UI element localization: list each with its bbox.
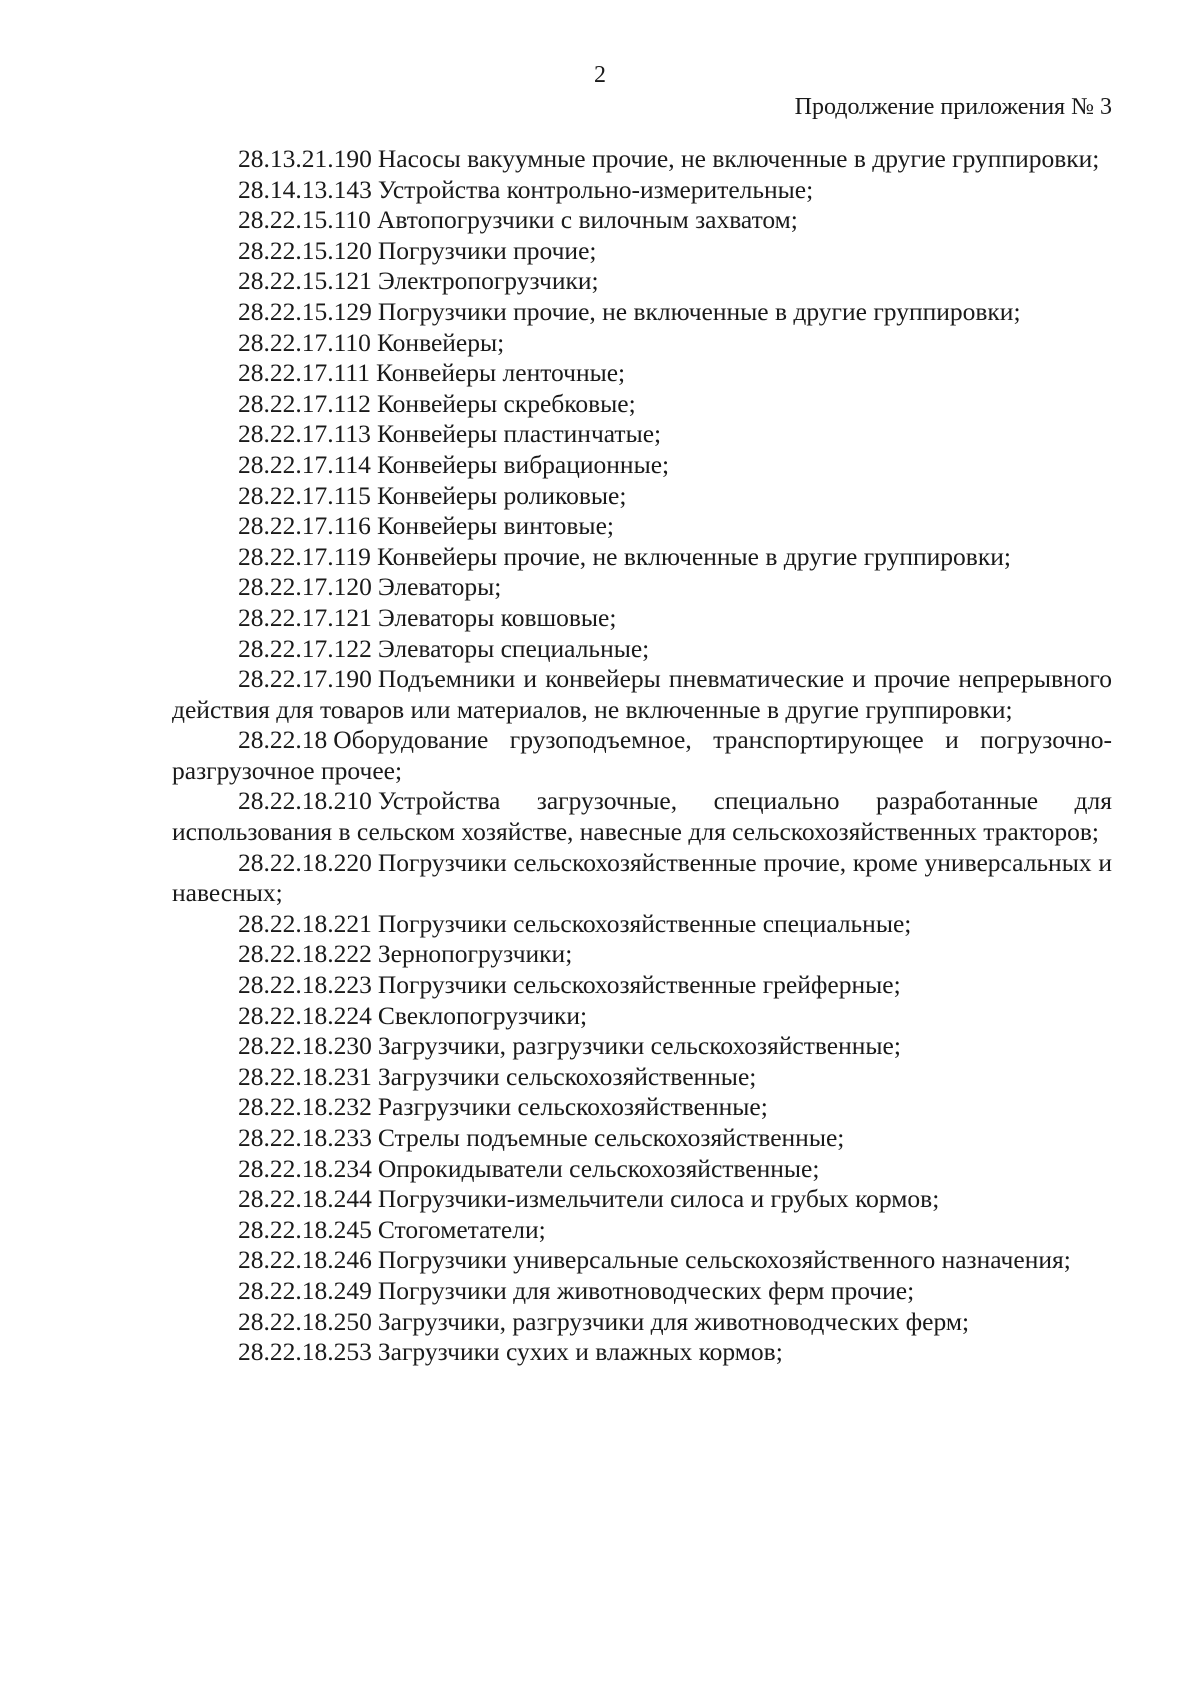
classifier-entry bbox=[172, 542, 1112, 573]
entry-description: Элеваторы; bbox=[377, 572, 502, 602]
classifier-entry bbox=[172, 786, 1112, 847]
classifier-entry bbox=[172, 909, 1112, 940]
entry-code: 28.22.15.121 bbox=[238, 266, 372, 296]
entry-description: Загрузчики сельскохозяйственные; bbox=[377, 1061, 757, 1091]
entry-code: 28.22.18 bbox=[238, 725, 328, 755]
classifier-entry bbox=[172, 664, 1112, 725]
classifier-entry bbox=[172, 603, 1112, 634]
entry-description: Конвейеры вибрационные; bbox=[376, 449, 670, 479]
entry-code: 28.22.18.210 bbox=[238, 786, 372, 816]
entry-description: Погрузчики сельскохозяйственные прочие, кроме универсальных и навесных; bbox=[172, 847, 1112, 908]
appendix-continuation-note: Продолжение приложения № 3 bbox=[794, 94, 1112, 120]
entry-description: Электропогрузчики; bbox=[377, 266, 599, 296]
entry-code: 28.22.18.233 bbox=[238, 1123, 372, 1152]
classifier-entry bbox=[172, 450, 1112, 481]
entry-code: 28.22.18.253 bbox=[238, 1337, 372, 1367]
entry-description: Погрузчики сельскохозяйственные грейферные; bbox=[377, 970, 901, 1000]
entry-description: Стогометатели; bbox=[377, 1214, 546, 1244]
entry-description: Опрокидыватели сельскохозяйственные; bbox=[377, 1153, 820, 1183]
entry-description: Зернопогрузчики; bbox=[377, 939, 573, 969]
entry-description: Конвейеры винтовые; bbox=[376, 511, 614, 541]
classifier-entry bbox=[172, 1337, 1112, 1368]
entry-code: 28.22.17.112 bbox=[238, 388, 371, 418]
entry-description: Конвейеры; bbox=[376, 327, 505, 357]
entry-code: 28.22.18.244 bbox=[238, 1184, 372, 1214]
entry-code: 28.22.18.245 bbox=[238, 1214, 372, 1244]
entry-description: Элеваторы ковшовые; bbox=[377, 602, 617, 632]
classifier-entry bbox=[172, 175, 1112, 206]
entry-description: Загрузчики, разгрузчики для животноводческих ферм; bbox=[377, 1306, 970, 1336]
classifier-entry bbox=[172, 1123, 1112, 1154]
entry-code: 28.22.15.129 bbox=[238, 296, 372, 326]
entry-code: 28.22.18.230 bbox=[238, 1031, 372, 1061]
entry-description: Устройства загрузочные, специально разработанные для использования в сельском хозяйстве, навесные для сельскохозяйственных тракторов; bbox=[172, 786, 1112, 847]
classifier-entry bbox=[172, 848, 1112, 909]
entry-code: 28.22.15.120 bbox=[238, 235, 372, 265]
entry-description: Конвейеры пластинчатые; bbox=[376, 419, 662, 449]
entry-code: 28.22.18.234 bbox=[238, 1153, 372, 1183]
classifier-entry bbox=[172, 939, 1112, 970]
entry-description: Стрелы подъемные сельскохозяйственные; bbox=[377, 1123, 845, 1152]
entry-code: 28.22.18.224 bbox=[238, 1000, 372, 1030]
classifier-entry bbox=[172, 328, 1112, 359]
classifier-entry bbox=[172, 236, 1112, 267]
classifier-entry bbox=[172, 358, 1112, 389]
entry-code: 28.22.17.190 bbox=[238, 664, 372, 694]
entry-description: Погрузчики-измельчители силоса и грубых кормов; bbox=[377, 1184, 940, 1214]
entry-code: 28.22.17.120 bbox=[238, 572, 372, 602]
classifier-entry bbox=[172, 1276, 1112, 1307]
classifier-entry bbox=[172, 970, 1112, 1001]
entry-code: 28.22.18.250 bbox=[238, 1306, 372, 1336]
classifier-entry bbox=[172, 1031, 1112, 1062]
entry-description: Погрузчики прочие; bbox=[377, 235, 597, 265]
classifier-entry bbox=[172, 205, 1112, 236]
classifier-entry bbox=[172, 725, 1112, 786]
classifier-entry bbox=[172, 481, 1112, 512]
entry-code: 28.22.17.122 bbox=[238, 633, 372, 663]
entry-code: 28.22.18.232 bbox=[238, 1092, 372, 1122]
entry-description: Загрузчики сухих и влажных кормов; bbox=[377, 1337, 783, 1367]
entry-description: Устройства контрольно-измерительные; bbox=[377, 174, 814, 204]
entry-code: 28.22.18.223 bbox=[238, 970, 372, 1000]
classifier-entry bbox=[172, 297, 1112, 328]
classifier-entry bbox=[172, 1184, 1112, 1215]
classifier-entry bbox=[172, 1215, 1112, 1246]
classifier-entry bbox=[172, 1001, 1112, 1032]
entry-description: Погрузчики универсальные сельскохозяйственного назначения; bbox=[377, 1245, 1071, 1275]
entry-code: 28.22.17.116 bbox=[238, 511, 371, 541]
classifier-entry bbox=[172, 511, 1112, 542]
entry-code: 28.22.17.110 bbox=[238, 327, 371, 357]
entry-description: Погрузчики сельскохозяйственные специальные; bbox=[377, 908, 912, 938]
entry-description: Конвейеры ленточные; bbox=[375, 358, 626, 388]
classifier-entry bbox=[172, 1245, 1112, 1276]
entry-code: 28.13.21.190 bbox=[238, 144, 372, 173]
entry-code: 28.22.18.249 bbox=[238, 1275, 372, 1305]
entry-description: Разгрузчики сельскохозяйственные; bbox=[377, 1092, 768, 1122]
entry-description: Автопогрузчики с вилочным захватом; bbox=[376, 205, 798, 235]
entry-description: Конвейеры роликовые; bbox=[376, 480, 627, 510]
entry-code: 28.22.18.231 bbox=[238, 1061, 372, 1091]
entry-code: 28.22.18.222 bbox=[238, 939, 372, 969]
entry-code: 28.22.17.115 bbox=[238, 480, 371, 510]
entry-code: 28.22.18.221 bbox=[238, 908, 372, 938]
classifier-entry bbox=[172, 1154, 1112, 1185]
classifier-entry bbox=[172, 572, 1112, 603]
entry-code: 28.22.17.114 bbox=[238, 449, 371, 479]
classifier-entry bbox=[172, 389, 1112, 420]
entry-description: Оборудование грузоподъемное, транспортирующее и погрузочно-разгрузочное прочее; bbox=[172, 725, 1112, 785]
classifier-entry bbox=[172, 144, 1112, 175]
entry-code: 28.22.18.246 bbox=[238, 1245, 372, 1275]
entry-description: Элеваторы специальные; bbox=[377, 633, 650, 663]
entry-code: 28.22.18.220 bbox=[238, 847, 372, 877]
entry-code: 28.22.15.110 bbox=[238, 205, 371, 235]
classifier-entry-list bbox=[172, 144, 1112, 1368]
entry-code: 28.14.13.143 bbox=[238, 174, 372, 204]
entry-description: Подъемники и конвейеры пневматические и прочие непрерывного действия для товаров или материалов, не включенные в другие группировки; bbox=[172, 664, 1112, 724]
entry-code: 28.22.17.111 bbox=[238, 358, 370, 388]
classifier-entry bbox=[172, 419, 1112, 450]
entry-description: Свеклопогрузчики; bbox=[377, 1000, 588, 1030]
page-number: 2 bbox=[594, 62, 606, 88]
entry-description: Конвейеры прочие, не включенные в другие группировки; bbox=[376, 541, 1011, 571]
entry-code: 28.22.17.119 bbox=[238, 541, 371, 571]
classifier-entry bbox=[172, 1062, 1112, 1093]
classifier-entry bbox=[172, 634, 1112, 665]
entry-code: 28.22.17.121 bbox=[238, 602, 372, 632]
entry-code: 28.22.17.113 bbox=[238, 419, 371, 449]
entry-description: Погрузчики для животноводческих ферм прочие; bbox=[377, 1275, 915, 1305]
entry-description: Загрузчики, разгрузчики сельскохозяйственные; bbox=[377, 1031, 901, 1061]
entry-description: Конвейеры скребковые; bbox=[376, 388, 636, 418]
classifier-entry bbox=[172, 1307, 1112, 1338]
entry-description: Погрузчики прочие, не включенные в другие группировки; bbox=[377, 296, 1021, 326]
classifier-entry bbox=[172, 1092, 1112, 1123]
entry-description: Насосы вакуумные прочие, не включенные в другие группировки; bbox=[377, 144, 1100, 173]
classifier-entry bbox=[172, 266, 1112, 297]
